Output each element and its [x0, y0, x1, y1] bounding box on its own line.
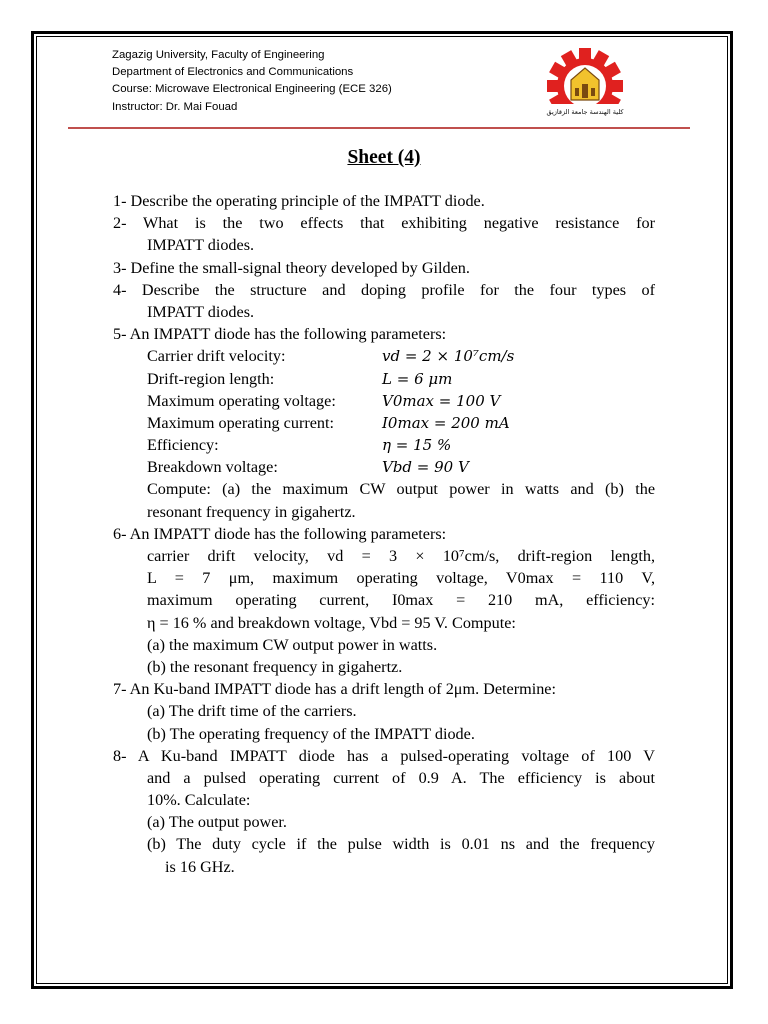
question-5-compute-line-2: resonant frequency in gigahertz.	[147, 502, 356, 521]
question-7-intro: 7- An Ku-band IMPATT diode has a drift length of 2μm. Determine:	[113, 680, 556, 699]
param-label: Efficiency:	[147, 436, 219, 455]
question-7-part-a: (a) The drift time of the carriers.	[147, 702, 357, 721]
param-row	[113, 456, 655, 478]
question-6-line-1: carrier drift velocity, vd = 3 × 10⁷cm/s, drift-region length,	[147, 547, 655, 565]
question-8-line-1: 8- A Ku-band IMPATT diode has a pulsed-operating voltage of 100 V	[113, 746, 655, 765]
question-8-part-b-line-1: (b) The duty cycle if the pulse width is 0.01 ns and the frequency	[147, 835, 655, 854]
param-label: Breakdown voltage:	[147, 458, 278, 477]
question-6-part-b: (b) the resonant frequency in gigahertz.	[147, 657, 403, 676]
param-row	[113, 390, 655, 412]
question-8-part-b-line-2: is 16 GHz.	[165, 857, 235, 876]
param-value: η = 15 %	[382, 436, 452, 455]
svg-text:كلية الهندسة جامعة الزقازيق: كلية الهندسة جامعة الزقازيق	[546, 108, 624, 116]
document-header	[112, 47, 392, 116]
question-2-line-2: IMPATT diodes.	[147, 236, 255, 255]
question-6-part-a: (a) the maximum CW output power in watts.	[147, 635, 438, 654]
param-row	[113, 434, 655, 456]
question-list	[113, 190, 655, 878]
param-row	[113, 412, 655, 434]
course-line: Course: Microwave Electronical Engineering (ECE 326)	[112, 83, 392, 96]
instructor-line: Instructor: Dr. Mai Fouad	[112, 100, 238, 113]
question-3: 3- Define the small-signal theory developed by Gilden.	[113, 258, 470, 277]
question-6-line-2: L = 7 μm, maximum operating voltage, V0max = 110 V,	[147, 569, 655, 588]
param-value: vd = 2 × 10⁷cm/s	[382, 347, 515, 366]
param-label: Maximum operating voltage:	[147, 391, 336, 410]
department-line: Department of Electronics and Communications	[112, 66, 354, 79]
question-8-part-a: (a) The output power.	[147, 813, 287, 832]
param-value: I0max = 200 mA	[382, 413, 510, 432]
question-8-line-3: 10%. Calculate:	[147, 791, 251, 810]
question-5-compute-line-1: Compute: (a) the maximum CW output power in watts and (b) the	[147, 480, 655, 499]
param-label: Carrier drift velocity:	[147, 347, 286, 366]
param-value: Vbd = 90 V	[382, 458, 469, 477]
sheet-title: Sheet (4)	[347, 147, 421, 168]
question-6-intro: 6- An IMPATT diode has the following parameters:	[113, 524, 447, 543]
university-line: Zagazig University, Faculty of Engineering	[112, 49, 325, 61]
question-1: 1- Describe the operating principle of the IMPATT diode.	[113, 192, 485, 210]
param-value: L = 6 μm	[382, 369, 453, 388]
header-divider	[68, 127, 690, 129]
param-value: V0max = 100 V	[382, 391, 501, 410]
question-7-part-b: (b) The operating frequency of the IMPATT diode.	[147, 724, 475, 743]
param-label: Maximum operating current:	[147, 413, 335, 432]
question-4-line-1: 4- Describe the structure and doping profile for the four types of	[113, 280, 655, 299]
faculty-logo	[520, 44, 650, 122]
param-label: Drift-region length:	[147, 369, 275, 388]
question-2-line-1: 2- What is the two effects that exhibiting negative resistance for	[113, 214, 655, 233]
param-row	[113, 345, 655, 367]
question-8-line-2: and a pulsed operating current of 0.9 A. The efficiency is about	[147, 768, 655, 787]
param-row	[113, 368, 655, 390]
question-6-line-3: maximum operating current, I0max = 210 mA, efficiency:	[147, 591, 655, 610]
question-5-intro: 5- An IMPATT diode has the following parameters:	[113, 325, 447, 344]
question-4-line-2: IMPATT diodes.	[147, 302, 255, 321]
question-6-line-4: η = 16 % and breakdown voltage, Vbd = 95 V. Compute:	[147, 613, 516, 632]
